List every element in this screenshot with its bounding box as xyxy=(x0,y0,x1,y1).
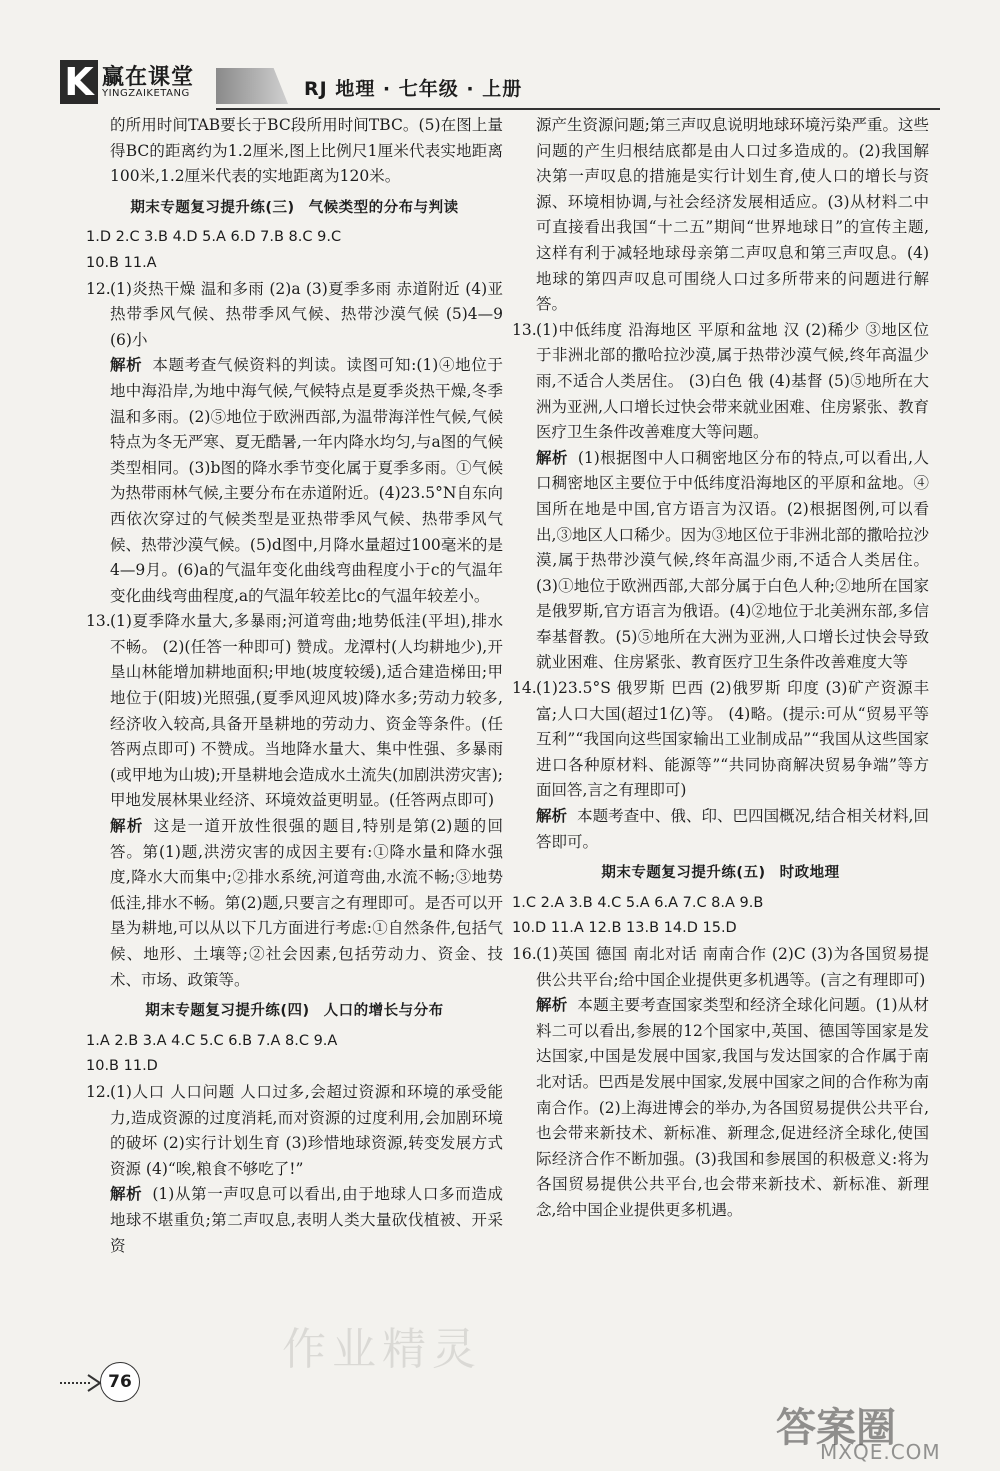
question-13: 13.(1)夏季降水量大,多暴雨;河道弯曲;地势低洼(平坦),排水不畅。 (2)(任答一种即可) 赞成。龙潭村(人均耕地少),开垦山林能增加耕地面积;甲地(坡度较缓),适合建造梯田;甲地位于(阳坡)光照强,(夏季风迎风坡)降水多;劳动力较多,经济收入较高,具备开垦耕地的劳动力、资金等条件。(任答两点即可) 不赞成。当地降水量大、集中性强、多暴雨(或甲地为山坡);开垦耕地会造成水土流失(加剧洪涝灾害);甲地发展林果业经济、环境效益更明显。(任答两点即可) xyxy=(86,612,503,810)
choice-answers: 1.A 2.B 3.A 4.C 5.C 6.B 7.A 8.C 9.A xyxy=(86,1032,338,1049)
analysis: 解析 本题考查中、俄、印、巴四国概况,结合相关材料,回答即可。 xyxy=(536,807,929,851)
section-title-3: 期末专题复习提升练(三) 气候类型的分布与判读 xyxy=(130,199,459,216)
question-13: 13.(1)中低纬度 沿海地区 平原和盆地 汉 (2)稀少 ③地区位于非洲北部的撒哈拉沙漠,属于热带沙漠气候,终年高温少雨,不适合人类居住。 (3)白色 俄 (4)基督 (5)⑤地所在大洲为亚洲,人口增长过快会带来就业困难、住房紧张、教育医疗卫生条件改善难度大等问题。 xyxy=(512,320,929,442)
watermark: 作业精灵 xyxy=(282,1324,482,1375)
choice-answers: 1.C 2.A 3.B 4.C 5.A 6.A 7.C 8.A 9.B xyxy=(512,894,764,911)
continued-answer: 的所用时间TAB要长于BC段所用时间TBC。(5)在图上量得BC的距离约为1.2厘米,图上比例尺1厘米代表实地距离100米,1.2厘米代表的实地距离为120米。 xyxy=(110,116,503,186)
choice-answers: 10.B 11.A xyxy=(86,254,157,271)
analysis: 解析 (1)根据图中人口稠密地区分布的特点,可以看出,人口稠密地区主要位于中低纬度沿海地区的平原和盆地。④国所在地是中国,官方语言为汉语。(2)根据图例,可以看出,③地区人口稀少。因为③地区位于非洲北部的撒哈拉沙漠,属于热带沙漠气候,终年高温少雨,不适合人类居住。(3)①地位于欧洲西部,大部分属于白色人种;②地所在国家是俄罗斯,官方语言为俄语。(4)②地位于北美洲东部,多信奉基督教。(5)⑤地所在大洲为亚洲,人口增长过快会导致就业困难、住房紧张、教育医疗卫生条件改善难度大等 xyxy=(536,448,929,672)
question-12: 12.(1)人口 人口问题 人口过多,会超过资源和环境的承受能力,造成资源的过度消耗,而对资源的过度利用,会加剧环境的破坏 (2)实行计划生育 (3)珍惜地球资源,转变发展方式 资源 (4)“唉,粮食不够吃了!” xyxy=(86,1082,503,1178)
choice-answers: 1.D 2.C 3.B 4.D 5.A 6.D 7.B 8.C 9.C xyxy=(86,229,342,246)
section-title-5: 期末专题复习提升练(五) 时政地理 xyxy=(601,865,840,882)
analysis: 解析 本题主要考查国家类型和经济全球化问题。(1)从材料二可以看出,参展的12个国家中,英国、德国等国家是发达国家,中国是发展中国家,我国与发达国家的合作属于南北对话。巴西是发展中国家,发展中国家之间的合作称为南南合作。(2)上海进博会的举办,为各国贸易提供公共平台,也会带来新技术、新标准、新理念,促进经济全球化,使国际经济合作不断加强。(3)我国和参展国的积极意义:将为各国贸易提供公共平台,也会带来新技术、新标准、新理念,给中国企业提供更多机遇。 xyxy=(536,996,929,1219)
analysis: 解析 这是一道开放性很强的题目,特别是第(2)题的回答。第(1)题,洪涝灾害的成因主要有:①降水量和降水强度,降水大而集中;②排水系统,河道弯曲,水流不畅;③地势低洼,排水不畅。第(2)题,只要言之有理即可。是否可以开垦为耕地,可以从以下几方面进行考虑:①自然条件,包括气候、地形、土壤等;②社会因素,包括劳动力、资金、技术、市场、政策等。 xyxy=(110,817,503,989)
continued-analysis: 源产生资源问题;第三声叹息说明地球环境污染严重。这些问题的产生归根结底都是由人口过多造成的。(2)我国解决第一声叹息的措施是实行计划生育,使人口的增长与资源、环境相协调,与社会经济发展相适应。(3)从材料二中可直接看出我国“十二五”期间“世界地球日”的宣传主题,这样有利于减轻地球母亲第二声叹息和第三声叹息。(4)地球的第四声叹息可围绕人口过多所带来的问题进行解答。 xyxy=(536,116,929,314)
corner-url: MXQE.COM xyxy=(820,1440,941,1464)
section-title-4: 期末专题复习提升练(四) 人口的增长与分布 xyxy=(145,1003,444,1020)
arrow-right-icon xyxy=(60,1373,104,1393)
logo-title: 赢在课堂 xyxy=(102,65,195,90)
page-header xyxy=(60,58,940,112)
logo-k-icon: K xyxy=(60,60,98,104)
book-title: RJ 地理 · 七年级 · 上册 xyxy=(304,78,523,100)
choice-answers: 10.D 11.A 12.B 13.B 14.D 15.D xyxy=(512,920,737,937)
page-number: 76 xyxy=(100,1362,140,1402)
question-14: 14.(1)23.5°S 俄罗斯 巴西 (2)俄罗斯 印度 (3)矿产资源丰富;人口大国(超过1亿)等。 (4)略。(提示:可从“贸易平等互利”“我国向这些国家输出工业制成品”“我国从这些国家进口各种原材料、能源等”“共同协商解决贸易争端”等方面回答,言之有理即可) xyxy=(512,679,929,800)
left-column xyxy=(86,113,503,1259)
logo-subtitle: YINGZAIKETANG xyxy=(102,88,190,99)
right-column xyxy=(512,113,929,1224)
question-12: 12.(1)炎热干燥 温和多雨 (2)a (3)夏季多雨 赤道附近 (4)亚热带季风气候、热带季风气候、热带沙漠气候 (5)4—9 (6)小 xyxy=(86,279,503,349)
header-band xyxy=(216,68,288,104)
header-divider xyxy=(216,108,940,110)
analysis: 解析 (1)从第一声叹息可以看出,由于地球人口多而造成地球不堪重负;第二声叹息,表明人类大量砍伐植被、开采资 xyxy=(110,1185,503,1255)
choice-answers: 10.B 11.D xyxy=(86,1058,158,1075)
analysis: 解析 本题考查气候资料的判读。读图可知:(1)④地位于地中海沿岸,为地中海气候,气候特点是夏季炎热干燥,冬季温和多雨。(2)⑤地位于欧洲西部,为温带海洋性气候,气候特点为冬无严寒、夏无酷暑,一年内降水均匀,与a图的气候类型相同。(3)b图的降水季节变化属于夏季多雨。①气候为热带雨林气候,主要分布在赤道附近。(4)23.5°N自东向西依次穿过的气候类型是亚热带季风气候、热带季风气候、热带沙漠气候。(5)d图中,月降水量超过100毫米的是4—9月。(6)a的气温年变化曲线弯曲程度小于c的气温年变化曲线弯曲程度,a的气温年较差比c的气温年较差小。 xyxy=(110,356,503,605)
question-16: 16.(1)英国 德国 南北对话 南南合作 (2)C (3)为各国贸易提供公共平台;给中国企业提供更多机遇等。(言之有理即可) xyxy=(512,945,929,989)
corner-watermark: 答案圈 xyxy=(776,1405,896,1451)
